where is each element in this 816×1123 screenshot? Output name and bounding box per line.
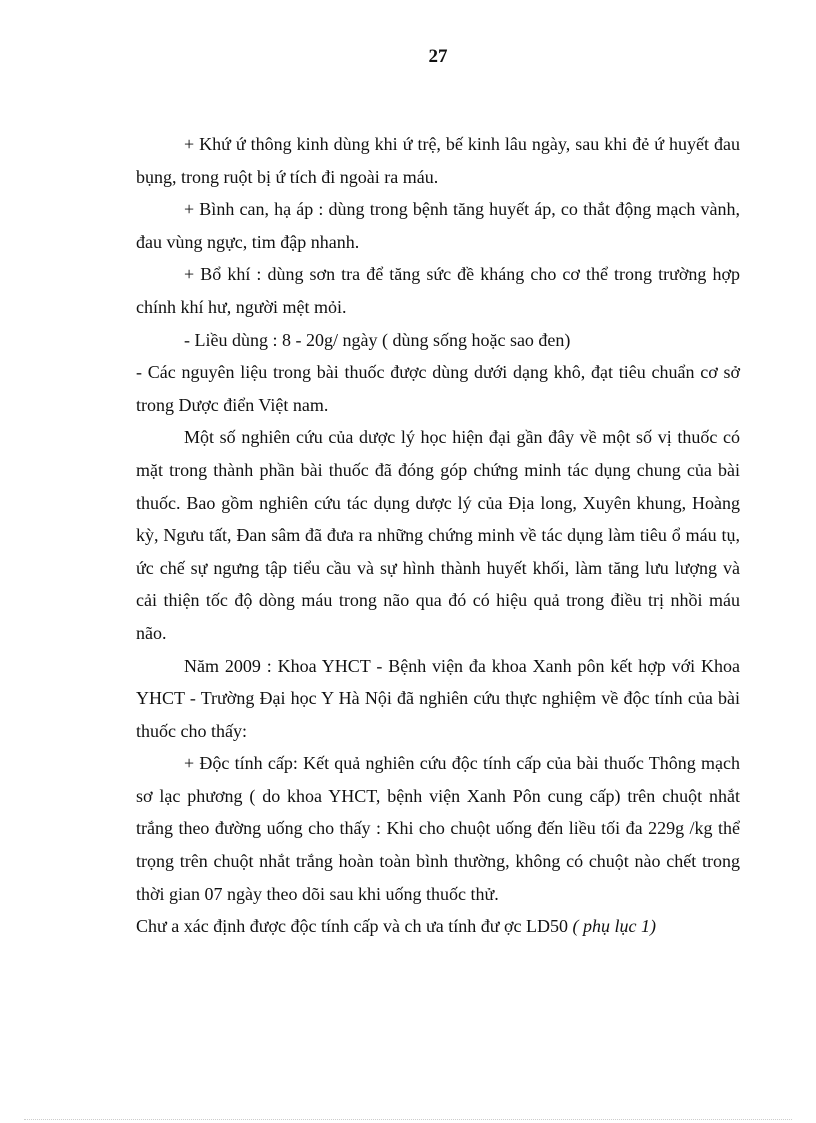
- paragraph-lieu-dung: - Liều dùng : 8 - 20g/ ngày ( dùng sống hoặc sao đen): [184, 329, 571, 350]
- paragraph-binh-can-ha-ap: + Bình can, hạ áp : dùng trong bệnh tăng huyết áp, co thắt động mạch vành, đau vùng ngực, tim đập nhanh.: [136, 199, 740, 252]
- paragraph-doc-tinh-cap: + Độc tính cấp: Kết quả nghiên cứu độc tính cấp của bài thuốc Thông mạch sơ lạc phương ( do khoa YHCT, bệnh viện Xanh Pôn cung cấp) trên chuột nhắt trắng theo đường uống cho thấy : Khi cho chuột uống đến liều tối đa 229g /kg thể trọng trên chuột nhắt trắng hoàn toàn bình thường, không có chuột nào chết trong thời gian 07 ngày theo dõi sau khi uống thuốc thử.: [136, 753, 740, 904]
- ld50-text: Chư a xác định được độc tính cấp và ch ưa tính đư ợc LD50: [136, 916, 573, 937]
- paragraph-ld50-conclusion: [136, 910, 740, 943]
- paragraph-khu-u-thong-kinh: + Khứ ứ thông kinh dùng khi ứ trệ, bế kinh lâu ngày, sau khi đẻ ứ huyết đau bụng, trong ruột bị ứ tích đi ngoài ra máu.: [136, 134, 740, 187]
- appendix-reference: ( phụ lục 1): [572, 916, 656, 937]
- paragraph-bo-khi: + Bổ khí : dùng sơn tra để tăng sức đề kháng cho cơ thể trong trường hợp chính khí hư, người mệt mỏi.: [136, 264, 740, 317]
- paragraph-nam-2009: Năm 2009 : Khoa YHCT - Bệnh viện đa khoa Xanh pôn kết hợp với Khoa YHCT - Trường Đại học Y Hà Nội đã nghiên cứu thực nghiệm về độc tính của bài thuốc cho thấy:: [136, 655, 740, 741]
- page-number: 27: [428, 46, 448, 67]
- paragraph-nghien-cuu-duoc-ly: Một số nghiên cứu của dược lý học hiện đại gần đây về một số vị thuốc có mặt trong thành phần bài thuốc đã đóng góp chứng minh tác dụng chung của bài thuốc. Bao gồm nghiên cứu tác dụng dược lý của Địa long, Xuyên khung, Hoàng kỳ, Ngưu tất, Đan sâm đã đưa ra những chứng minh về tác dụng làm tiêu ổ máu tụ, ức chế sự ngưng tập tiểu cầu và sự hình thành huyết khối, làm tăng lưu lượng và cải thiện tốc độ dòng máu trong não qua đó có hiệu quả trong điều trị nhồi máu não.: [136, 427, 740, 643]
- page-bottom-divider: [24, 1119, 792, 1120]
- document-body: [136, 128, 740, 943]
- paragraph-nguyen-lieu: - Các nguyên liệu trong bài thuốc được dùng dưới dạng khô, đạt tiêu chuẩn cơ sở trong Dược điển Việt nam.: [136, 362, 740, 415]
